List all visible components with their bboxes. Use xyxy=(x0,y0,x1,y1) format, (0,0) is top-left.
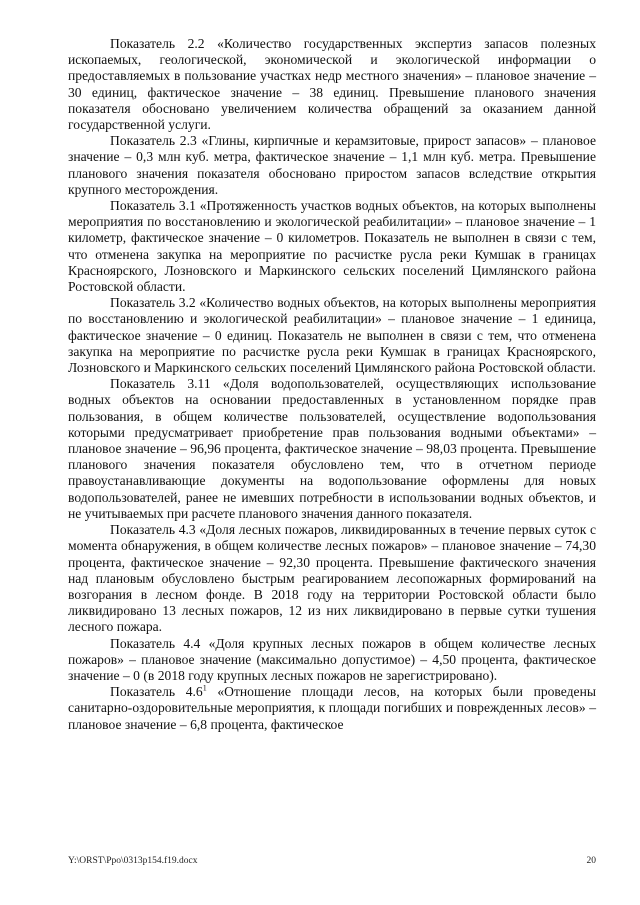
footer-page-number: 20 xyxy=(586,856,596,866)
footnote-marker: 1 xyxy=(202,683,207,693)
paragraph-indicator-3-2: Показатель 3.2 «Количество водных объектов, на которых выполнены мероприятия по восстановлению и экологической реабилитации» – плановое значение – 1 единица, фактическое значение – 0 единиц. Показатель не выполнен в связи с тем, что отменена закупка на мероприятие по расчистке русла реки Кумшак в границах Красноярского, Лозновского и Маркинского сельских поселений Цимлянского района Ростовской области. xyxy=(68,295,596,376)
paragraph-indicator-4-3: Показатель 4.3 «Доля лесных пожаров, ликвидированных в течение первых суток с момента обнаружения, в общем количестве лесных пожаров» – плановое значение – 74,30 процента, фактическое значение – 92,30 процента. Превышение фактического значения над плановым обусловлено быстрым реагированием лесопожарных формирований на возгорания в лесном фонде. В 2018 году на территории Ростовской области было ликвидировано 13 лесных пожаров, 12 из них ликвидировано в первые сутки тушения лесного пожара. xyxy=(68,522,596,635)
paragraph-4-6-text: «Отношение площади лесов, на которых были проведены санитарно-оздоровительные мероприятия, к площади погибших и поврежденных лесов» – плановое значение – 6,8 процента, фактическое xyxy=(68,684,596,732)
paragraph-indicator-4-6 xyxy=(68,684,596,733)
paragraph-indicator-2-3: Показатель 2.3 «Глины, кирпичные и керамзитовые, прирост запасов» – плановое значение – 0,3 млн куб. метра, фактическое значение – 1,1 млн куб. метра. Превышение планового значения показателя обосновано приростом запасов вследствие открытия крупного месторождения. xyxy=(68,133,596,197)
paragraph-4-6-prefix: Показатель 4.6 xyxy=(110,684,203,700)
paragraph-indicator-3-1: Показатель 3.1 «Протяженность участков водных объектов, на которых выполнены мероприятия по восстановлению и экологической реабилитации» – плановое значение – 1 километр, фактическое значение – 0 километров. Показатель не выполнен в связи с тем, что отменена закупка на мероприятие по расчистке русла реки Кумшак в границах Красноярского, Лозновского и Маркинского сельских поселений Цимлянского района Ростовской области. xyxy=(68,198,596,295)
footer-file-path: Y:\ORST\Ppo\0313p154.f19.docx xyxy=(68,856,198,866)
paragraph-indicator-4-4: Показатель 4.4 «Доля крупных лесных пожаров в общем количестве лесных пожаров» – плановое значение (максимально допустимое) – 4,50 процента, фактическое значение – 0 (в 2018 году крупных лесных пожаров не зарегистрировано). xyxy=(68,635,596,683)
paragraph-indicator-2-2: Показатель 2.2 «Количество государственных экспертиз запасов полезных ископаемых, геологической, экономической и экологической информации о предоставляемых в пользование участках недр местного значения» – плановое значение – 30 единиц, фактическое значение – 38 единиц. Превышение планового значения показателя обосновано увеличением количества обращений за оказанием данной государственной услуги. xyxy=(68,36,596,133)
paragraph-indicator-3-11: Показатель 3.11 «Доля водопользователей, осуществляющих использование водных объектов на основании предоставленных в установленном порядке прав пользования, в общем количестве пользователей, осуществление водопользования которыми предусматривает приобретение прав пользования водными объектами» – плановое значение – 96,96 процента, фактическое значение – 98,03 процента. Превышение планового значения показателя обусловлено тем, что в отчетном периоде правоустанавливающие документы на водопользование оформлены для новых водопользователей, ранее не имевших потребности в использовании водных объектов, и не учитываемых при расчете планового значения данного показателя. xyxy=(68,376,596,521)
document-body xyxy=(68,36,596,733)
